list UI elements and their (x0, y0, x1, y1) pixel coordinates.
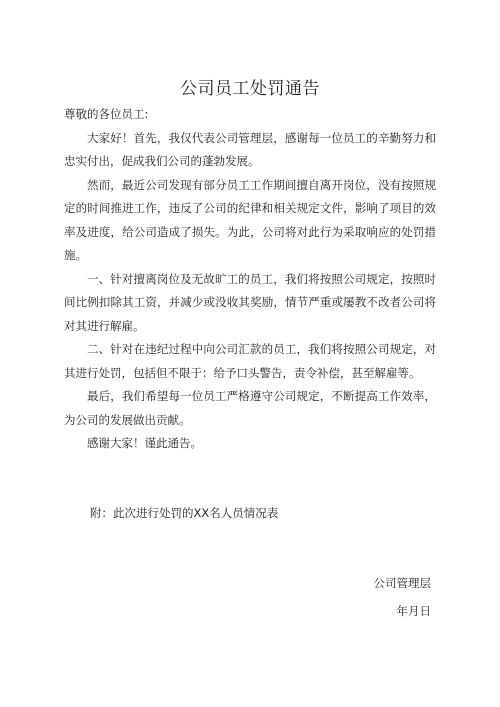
salutation: 尊敬的各位员工: (64, 107, 149, 121)
paragraph-measure-2: 二、针对在违纪过程中向公司汇款的员工，我们将按照公司规定，对其进行处罚，包括但不限于：给予口头警告，责令补偿，甚至解雇等。 (64, 342, 436, 380)
signature-date: 年月日 (396, 604, 431, 618)
document-body (64, 103, 436, 456)
paragraph-greeting: 大家好！首先，我仅代表公司管理层，感谢每一位员工的辛勤努力和忠实付出，促成我们公司的蓬勃发展。 (64, 130, 436, 168)
attachment-note: 附：此次进行处罚的XX名人员情况表 (90, 506, 279, 520)
signature-organization: 公司管理层 (373, 576, 431, 590)
paragraph-closing: 最后，我们希望每一位员工严格遵守公司规定，不断提高工作效率，为公司的发展做出贡献。 (64, 389, 436, 427)
paragraph-thanks: 感谢大家！谨此通告。 (87, 436, 202, 450)
paragraph-measure-1: 一、针对擅离岗位及无故旷工的员工，我们将按照公司规定，按照时间比例扣除其工资，并减少或没收其奖励，情节严重或屡教不改者公司将对其进行解雇。 (64, 271, 436, 333)
paragraph-issue: 然而，最近公司发现有部分员工工作期间擅自离开岗位，没有按照规定的时间推进工作，违反了公司的纪律和相关规定文件，影响了项目的效率及进度，给公司造成了损失。为此，公司将对此行为采取响应的处罚措施。 (64, 177, 436, 262)
page-title: 公司员工处罚通告 (180, 79, 320, 99)
